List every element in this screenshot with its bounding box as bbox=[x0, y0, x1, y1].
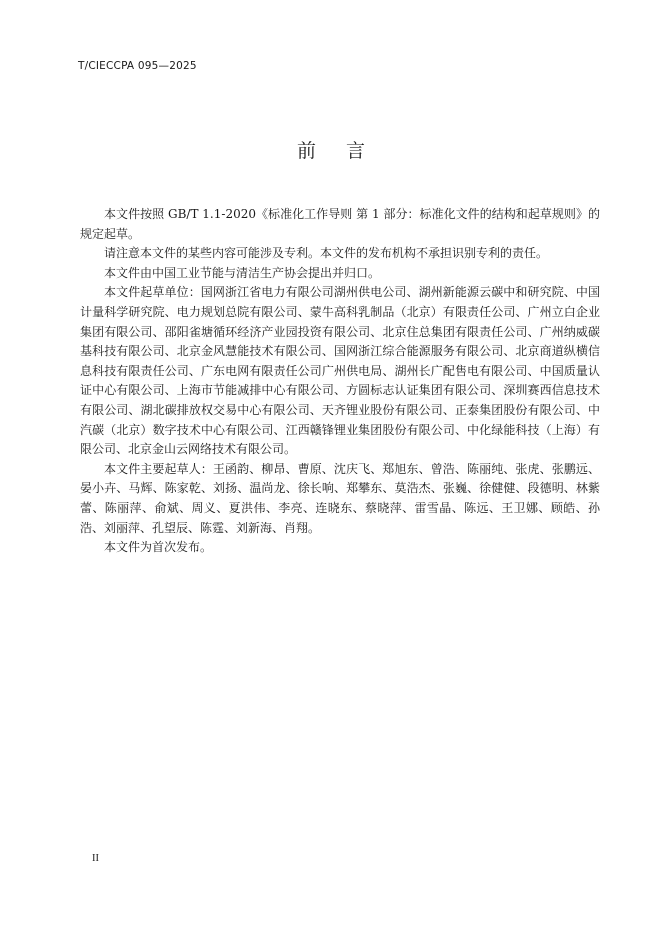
document-code: T/CIECCPA 095—2025 bbox=[78, 60, 197, 72]
page-number: II bbox=[92, 853, 99, 864]
foreword-body bbox=[80, 205, 600, 558]
paragraph-drafting-rules: 本文件按照 GB/T 1.1-2020《标准化工作导则 第 1 部分：标准化文件的结构和起草规则》的规定起草。 bbox=[80, 207, 600, 241]
paragraph-patent-notice: 请注意本文件的某些内容可能涉及专利。本文件的发布机构不承担识别专利的责任。 bbox=[104, 246, 549, 261]
paragraph-first-release: 本文件为首次发布。 bbox=[104, 540, 213, 555]
paragraph-proposer: 本文件由中国工业节能与清洁生产协会提出并归口。 bbox=[104, 265, 381, 280]
page-title: 前言 bbox=[296, 140, 395, 162]
paragraph-drafters: 本文件主要起草人：王函韵、柳昂、曹原、沈庆飞、郑旭东、曾浩、陈丽纯、张虎、张鹏远、晏小卉、马辉、陈家乾、刘扬、温尚龙、徐长响、郑攀东、莫浩杰、张巍、徐健健、段德明、林紫蕾、陈丽萍、俞斌、周义、夏洪伟、李亮、连晓东、蔡晓萍、雷雪晶、陈远、王卫娜、顾皓、孙浩、刘丽萍、孔望辰、陈霆、刘新海、肖翔。 bbox=[80, 461, 600, 535]
paragraph-drafting-units: 本文件起草单位：国网浙江省电力有限公司湖州供电公司、湖州新能源云碳中和研究院、中国计量科学研究院、电力规划总院有限公司、蒙牛高科乳制品（北京）有限责任公司、广州立白企业集团有限公司、邵阳雀塘循环经济产业园投资有限公司、北京住总集团有限责任公司、广州纳威碳基科技有限公司、北京金风慧能技术有限公司、国网浙江综合能源服务有限公司、北京商道纵横信息科技有限责任公司、广东电网有限责任公司广州供电局、湖州长广配售电有限公司、中国质量认证中心有限公司、上海市节能减排中心有限公司、方圆标志认证集团有限公司、深圳赛西信息技术有限公司、湖北碳排放权交易中心有限公司、天齐锂业股份有限公司、正泰集团股份有限公司、中汽碳（北京）数字技术中心有限公司、江西赣锋锂业集团股份有限公司、中化绿能科技（上海）有限公司、北京金山云网络技术有限公司。 bbox=[80, 285, 600, 457]
